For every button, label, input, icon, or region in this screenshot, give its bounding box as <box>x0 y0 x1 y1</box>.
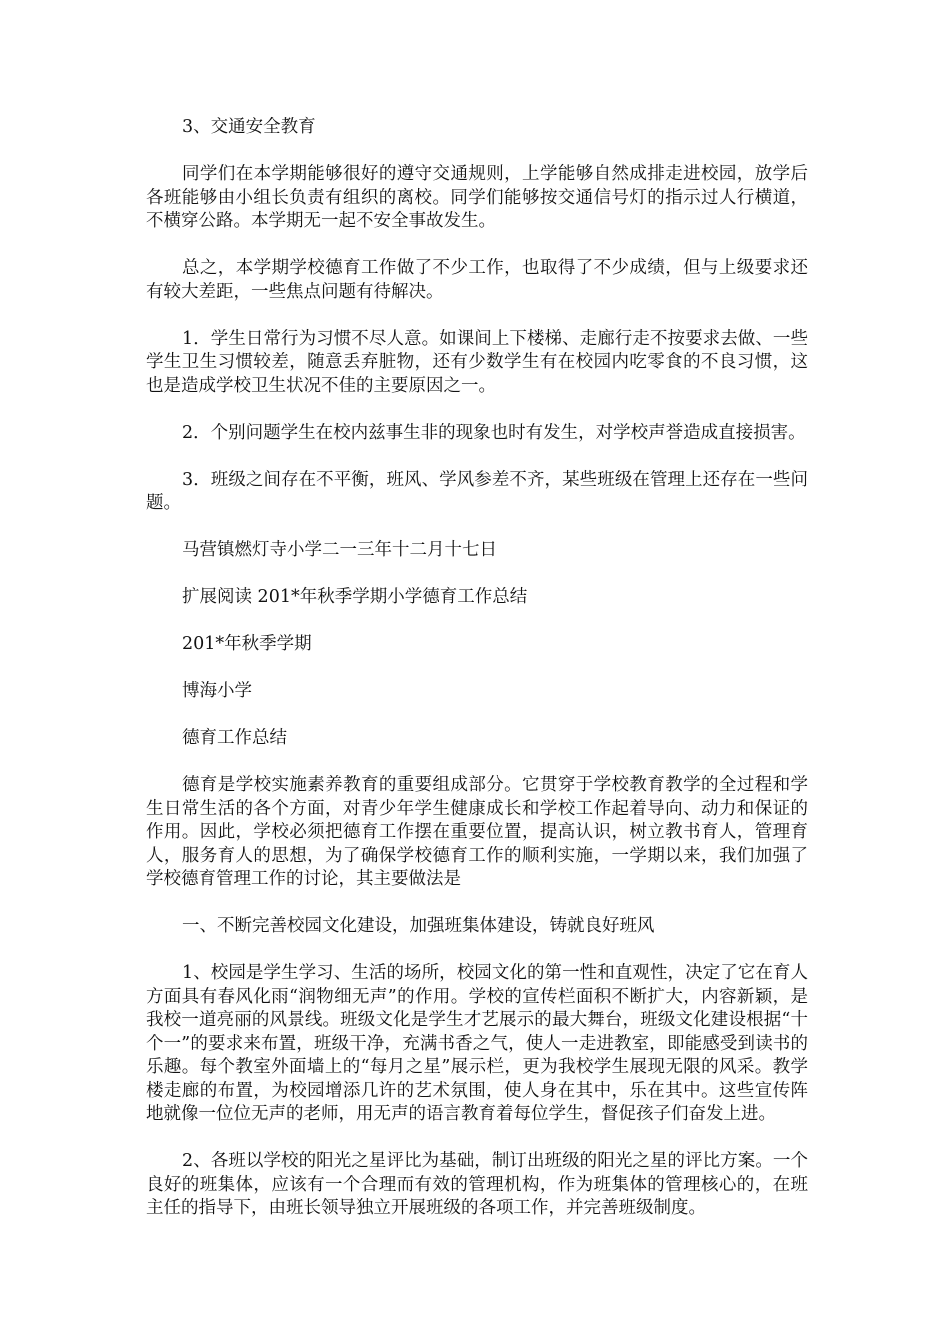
document-body <box>146 116 808 1244</box>
report-title: 德育工作总结 <box>182 728 287 748</box>
school-name: 博海小学 <box>182 681 252 701</box>
paragraph-campus-culture: 1、校园是学生学习、生活的场所，校园文化的第一性和直观性，决定了它在育人方面具有春风化雨“润物细无声”的作用。学校的宣传栏面积不断扩大，内容新颖，是我校一道亮丽的风景线。班级文化是学生才艺展示的最大舞台，班级文化建设根据“十个一”的要求来布置，班级干净，充满书香之气，使人一走进教室，即能感受到读书的乐趣。每个教室外面墙上的“每月之星”展示栏，更为我校学生展现无限的风采。教学楼走廊的布置，为校园增添几许的艺术氛围，使人身在其中，乐在其中。这些宣传阵地就像一位位无声的老师，用无声的语言教育着每位学生，督促孩子们奋发上进。 <box>146 963 808 1124</box>
semester-line: 201*年秋季学期 <box>182 634 312 654</box>
paragraph-issue-3: 3．班级之间存在不平衡，班风、学风参差不齐，某些班级在管理上还存在一些问题。 <box>146 469 808 513</box>
paragraph-traffic-rules: 同学们在本学期能够很好的遵守交通规则，上学能够自然成排走进校园，放学后各班能够由小组长负责有组织的离校。同学们能够按交通信号灯的指示过人行横道，不横穿公路。本学期无一起不安全事故发生。 <box>146 164 808 231</box>
paragraph-sunshine-star: 2、各班以学校的阳光之星评比为基础，制订出班级的阳光之星的评比方案。一个良好的班集体，应该有一个合理而有效的管理机构，作为班集体的管理核心的，在班主任的指导下，由班长领导独立开展班级的各项工作，并完善班级制度。 <box>146 1151 808 1218</box>
section-heading-traffic-safety: 3、交通安全教育 <box>182 117 316 137</box>
paragraph-intro: 德育是学校实施素养教育的重要组成部分。它贯穿于学校教育教学的全过程和学生日常生活的各个方面，对青少年学生健康成长和学校工作起着导向、动力和保证的作用。因此，学校必须把德育工作摆在重要位置，提高认识，树立教书育人，管理育人，服务育人的思想，为了确保学校德育工作的顺利实施，一学期以来，我们加强了学校德育管理工作的讨论，其主要做法是 <box>146 775 808 889</box>
paragraph-summary: 总之，本学期学校德育工作做了不少工作，也取得了不少成绩，但与上级要求还有较大差距，一些焦点问题有待解决。 <box>146 258 808 302</box>
extended-reading-title: 扩展阅读 201*年秋季学期小学德育工作总结 <box>182 587 528 607</box>
signature-line: 马营镇燃灯寺小学二一三年十二月十七日 <box>182 540 497 560</box>
paragraph-issue-1: 1．学生日常行为习惯不尽人意。如课间上下楼梯、走廊行走不按要求去做、一些学生卫生习惯较差，随意丢弃脏物，还有少数学生有在校园内吃零食的不良习惯，这也是造成学校卫生状况不佳的主要原因之一。 <box>146 328 808 396</box>
paragraph-issue-2: 2．个别问题学生在校内兹事生非的现象也时有发生，对学校声誉造成直接损害。 <box>182 422 806 443</box>
section-heading-campus-culture: 一、不断完善校园文化建设，加强班集体建设，铸就良好班风 <box>182 916 655 936</box>
